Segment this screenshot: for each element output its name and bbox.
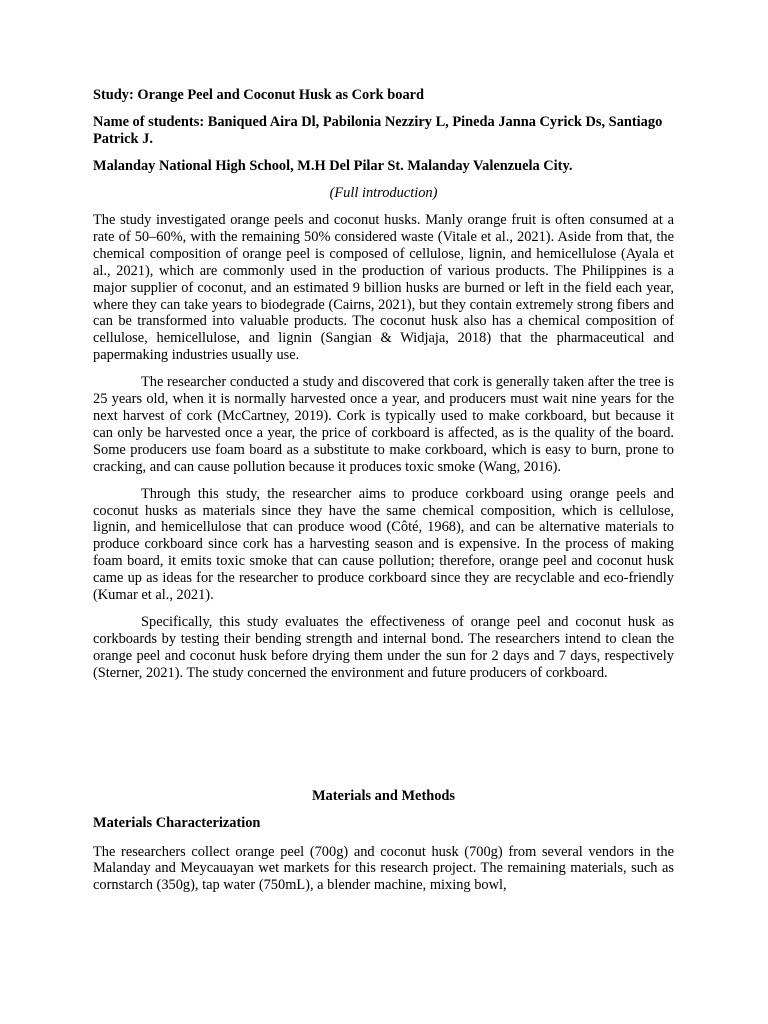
intro-paragraph-2: The researcher conducted a study and discovered that cork is generally taken after the tree is 25 years old, when it is normally harvested once a year, and producers must wait nine years for the next harvest of cork (McCartney, 2019). Cork is typically used to make corkboard, but because it can only be harvested once a year, the price of corkboard is affected, as is the quality of the board. Some producers use foam board as a substitute to make corkboard, which is easy to burn, prone to cracking, and can cause pollution because it produces toxic smoke (Wang, 2016).	[93, 374, 674, 475]
school-address: Malanday National High School, M.H Del Pilar St. Malanday Valenzuela City.	[93, 158, 573, 174]
methods-paragraph-1: The researchers collect orange peel (700g) and coconut husk (700g) from several vendors in the Malanday and Meycauayan wet markets for this research project. The remaining materials, such as cornstarch (350g), tap water (750mL), a blender machine, mixing bowl,	[93, 843, 674, 894]
intro-paragraph-1: The study investigated orange peels and coconut husks. Manly orange fruit is often consumed at a rate of 50–60%, with the remaining 50% considered waste (Vitale et al., 2021). Aside from that, the chemical composition of orange peel is composed of cellulose, lignin, and hemicellulose (Ayala et al., 2021), which are commonly used in the production of various products. The Philippines is a major supplier of coconut, and an estimated 9 billion husks are burned or left in the field each year, where they can take years to biodegrade (Cairns, 2021), but they contain extremely strong fibers and can be transformed into valuable products. The coconut husk also has a chemical composition of cellulose, hemicellulose, and lignin (Sangian & Widjaja, 2018) that the pharmaceutical and papermaking industries usually use.	[93, 212, 674, 364]
methods-heading: Materials and Methods	[311, 787, 456, 804]
study-title: Study: Orange Peel and Coconut Husk as Cork board	[93, 87, 425, 103]
blank-space	[93, 692, 674, 788]
document-page	[93, 87, 674, 904]
intro-paragraph-4: Specifically, this study evaluates the effectiveness of orange peel and coconut husk as corkboards by testing their bending strength and internal bond. The researchers intend to clean the orange peel and coconut husk before drying them under the sun for 2 days and 7 days, respectively (Sterner, 2021). The study concerned the environment and future producers of corkboard.	[93, 613, 674, 681]
section-subtitle: (Full introduction)	[329, 185, 438, 201]
student-names: Name of students: Baniqued Aira Dl, Pabilonia Nezziry L, Pineda Janna Cyrick Ds, Santiago Patrick J.	[93, 114, 663, 147]
intro-paragraph-3: Through this study, the researcher aims to produce corkboard using orange peels and coconut husks as materials since they have the same chemical composition, which is cellulose, lignin, and hemicellulose that can produce wood (Côté, 1968), and can be alternative materials to produce corkboard since cork has a harvesting season and is expensive. In the process of making foam board, it emits toxic smoke that can cause pollution; therefore, orange peel and coconut husk came up as ideas for the researcher to produce corkboard since they are recyclable and eco-friendly (Kumar et al., 2021).	[93, 485, 674, 604]
materials-characterization-heading: Materials Characterization	[93, 814, 261, 831]
